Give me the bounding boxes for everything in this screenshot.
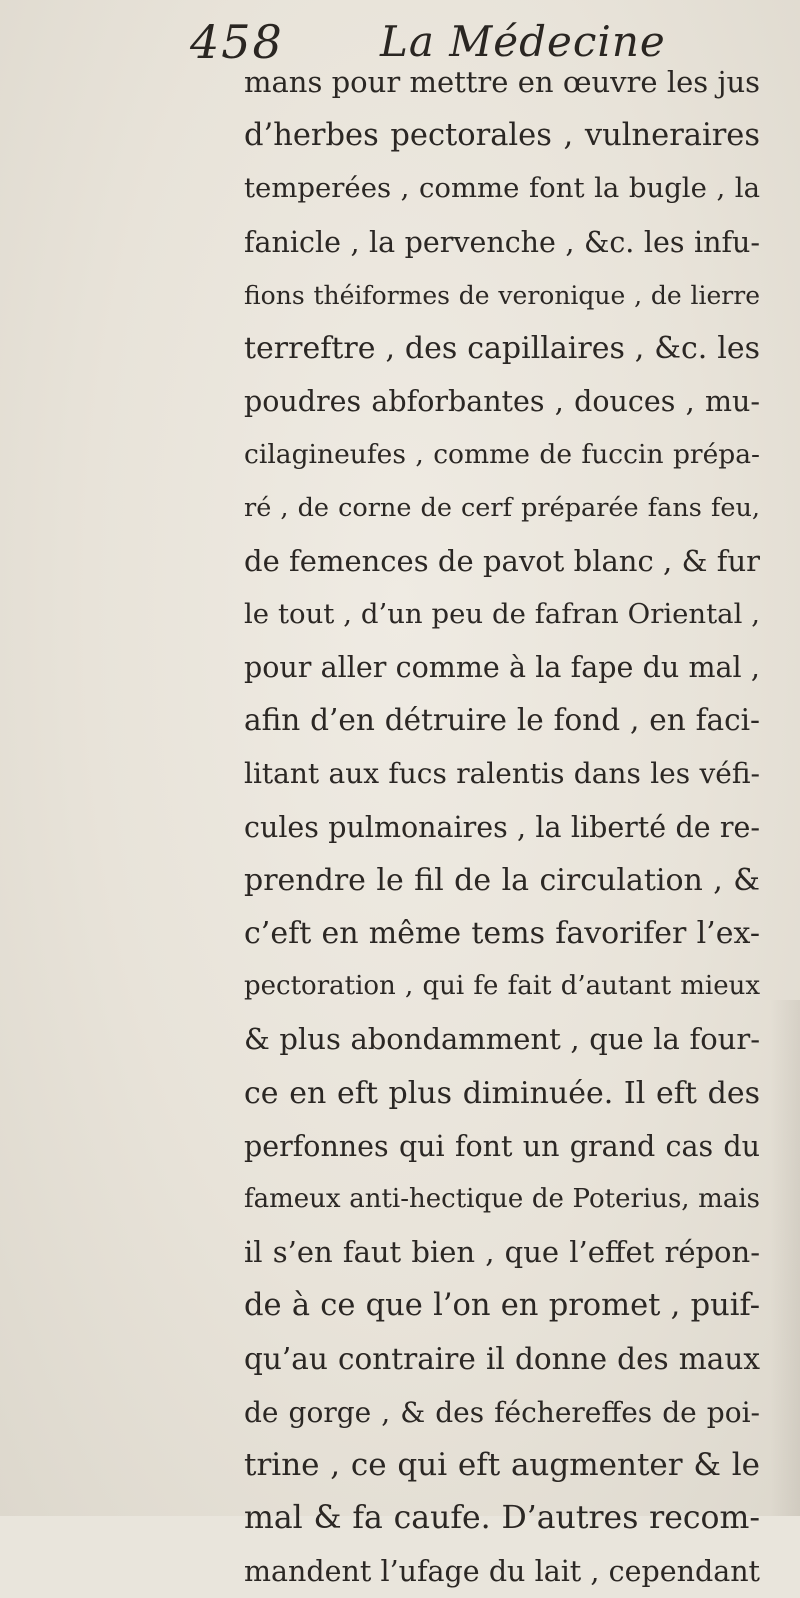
text-line: litant aux fucs ralentis dans les véfi- bbox=[244, 757, 760, 791]
text-line: perfonnes qui font un grand cas du bbox=[244, 1129, 760, 1163]
text-line: qu’au contraire il donne des maux bbox=[244, 1341, 760, 1376]
text-line: & plus abondamment , que la four- bbox=[244, 1022, 760, 1057]
text-line: de femences de pavot blanc , & fur bbox=[244, 543, 760, 578]
text-line: mandent l’ufage du lait , cependant bbox=[244, 1555, 760, 1589]
text-line: temperées , comme font la bugle , la bbox=[244, 172, 760, 205]
text-line: c’eft en même tems favorifer l’ex- bbox=[244, 916, 760, 951]
body-text bbox=[244, 56, 760, 1598]
text-line: pour aller comme à la fape du mal , bbox=[244, 651, 760, 685]
text-line: fameux anti-hectique de Poterius, mais bbox=[244, 1183, 760, 1214]
text-line: fions théiformes de veronique , de lierre bbox=[244, 280, 760, 310]
text-line: mans pour mettre en œuvre les jus bbox=[244, 65, 760, 99]
text-line: fanicle , la pervenche , &c. les infu- bbox=[244, 225, 760, 259]
text-line: afin d’en détruire le fond , en faci- bbox=[244, 703, 760, 738]
page-edge-shadow bbox=[770, 1000, 800, 1516]
text-line: cilagineufes , comme de fuccin prépa- bbox=[244, 439, 760, 471]
text-line: mal & fa caufe. D’autres recom- bbox=[244, 1500, 760, 1537]
text-line: terreftre , des capillaires , &c. les bbox=[244, 330, 760, 366]
page-number: 458 bbox=[190, 15, 284, 69]
text-line: trine , ce qui eft augmenter & le bbox=[244, 1446, 760, 1483]
text-line: le tout , d’un peu de fafran Oriental , bbox=[244, 597, 760, 630]
text-line: de gorge , & des féchereffes de poi- bbox=[244, 1395, 760, 1429]
text-line: d’herbes pectorales , vulneraires bbox=[244, 118, 760, 154]
text-line: pectoration , qui fe fait d’autant mieux bbox=[244, 971, 760, 1002]
text-line: poudres abforbantes , douces , mu- bbox=[244, 385, 760, 419]
text-line: prendre le fil de la circulation , & bbox=[244, 862, 760, 898]
text-line: de à ce que l’on en promet , puif- bbox=[244, 1288, 760, 1324]
text-line: ce en eft plus diminuée. Il eft des bbox=[244, 1075, 760, 1111]
text-line: ré , de corne de cerf préparée fans feu, bbox=[244, 492, 760, 523]
running-title: La Médecine bbox=[380, 17, 666, 66]
text-line: cules pulmonaires , la liberté de re- bbox=[244, 810, 760, 844]
text-line: il s’en faut bien , que l’effet répon- bbox=[244, 1235, 760, 1270]
